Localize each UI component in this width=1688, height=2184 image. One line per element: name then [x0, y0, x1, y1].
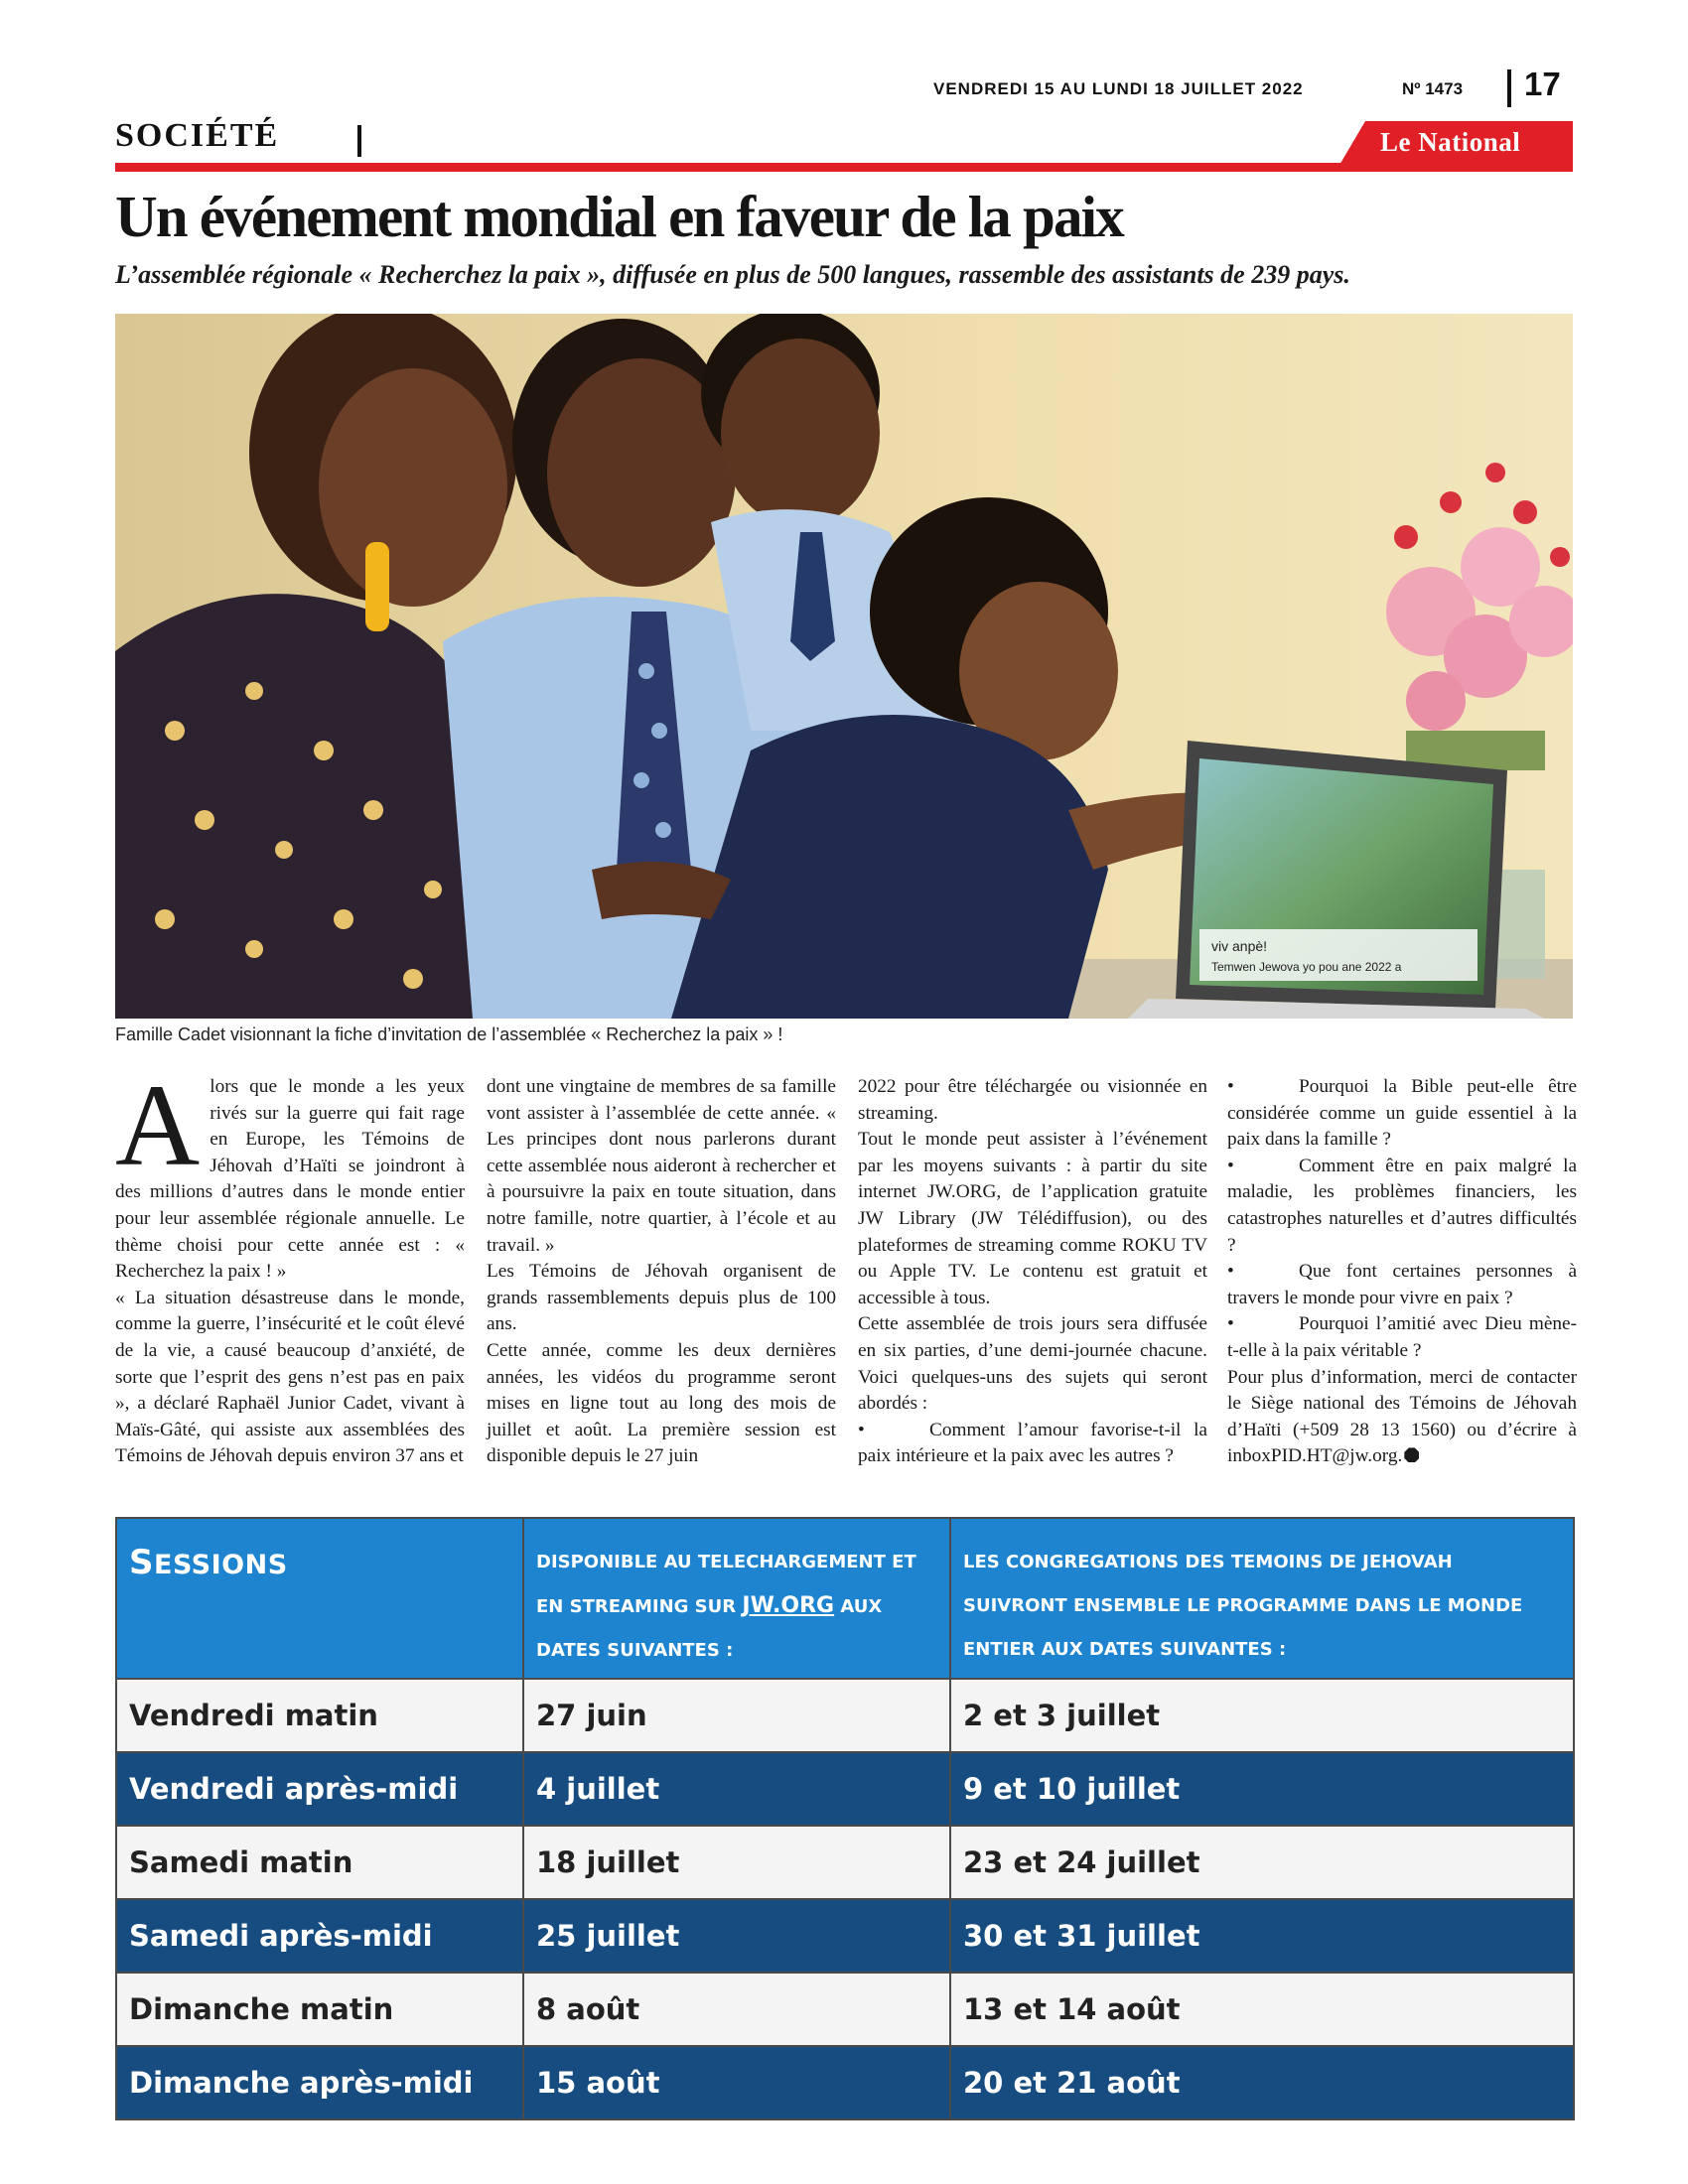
table-row	[116, 1826, 1574, 1899]
closing-paragraph	[1227, 1365, 1577, 1470]
article-paragraph: Cette année, comme les deux dernières années, les vidéos du programme seront mises en ligne tout au long des mois de juillet et août. La première session est disponible depuis le 27 juin	[487, 1339, 836, 1467]
brand-name: Le National	[1380, 127, 1521, 157]
paragraph-text: lors que le monde a les yeux rivés sur la guerre qui fait rage en Europe, les Témoins de Jéhovah d’Haïti se joindront à des millions d’autres dans le monde entier pour leur assemblée régionale annuelle. Le thème choisi pour cette année est : « Recherchez la paix ! »	[115, 1076, 465, 1283]
bullet-item	[1227, 1259, 1577, 1311]
session-name: Vendredi après-midi	[116, 1752, 523, 1826]
article-column-2	[487, 1074, 836, 1470]
issue-date	[933, 79, 1464, 99]
dropcap: A	[115, 1060, 201, 1190]
sessions-table	[115, 1517, 1575, 2120]
screen-text-1: viv anpè!	[1211, 938, 1268, 954]
session-name: Vendredi matin	[116, 1679, 523, 1752]
download-date: 8 août	[523, 1973, 950, 2046]
session-name: Dimanche matin	[116, 1973, 523, 2046]
article-deck: L’assemblée régionale « Recherchez la paix », diffusée en plus de 500 langues, rassemble des assistants de 239 pays.	[115, 260, 1350, 289]
bullet-symbol: •	[1227, 1076, 1234, 1097]
issue-number: Nº 1473	[1402, 79, 1464, 98]
section-divider	[357, 125, 361, 157]
header-sessions	[116, 1518, 523, 1679]
table-row	[116, 1679, 1574, 1752]
congregation-dates: 2 et 3 juillet	[950, 1679, 1574, 1752]
congregation-dates: 20 et 21 août	[950, 2046, 1574, 2119]
header-congregation-dates	[950, 1518, 1574, 1679]
download-date: 27 juin	[523, 1679, 950, 1752]
bullet-text: Comment l’amour favorise-t-il la paix intérieure et la paix avec les autres ?	[858, 1419, 1207, 1467]
issue-date-text: VENDREDI 15 AU LUNDI 18 JUILLET 2022	[933, 79, 1304, 98]
bullet-symbol: •	[1227, 1261, 1234, 1283]
end-mark-icon	[1404, 1447, 1419, 1462]
header-sessions-rest: ESSIONS	[154, 1550, 288, 1580]
bullet-symbol: •	[1227, 1155, 1234, 1176]
jw-org-link[interactable]: JW.ORG	[742, 1593, 835, 1618]
table-row	[116, 1899, 1574, 1973]
bullet-symbol: •	[1227, 1313, 1234, 1335]
header-download-dates	[523, 1518, 950, 1679]
bullet-text: Comment être en paix malgré la maladie, les problèmes financiers, les catastrophes naturelles et d’autres difficultés ?	[1227, 1155, 1577, 1256]
table-row	[116, 1752, 1574, 1826]
table-header-row	[116, 1518, 1574, 1679]
congregation-dates: 23 et 24 juillet	[950, 1826, 1574, 1899]
download-date: 18 juillet	[523, 1826, 950, 1899]
download-date: 4 juillet	[523, 1752, 950, 1826]
laptop	[1128, 741, 1545, 1019]
article-paragraph: 2022 pour être téléchargée ou visionnée en streaming.	[858, 1076, 1207, 1124]
article-column-1	[115, 1060, 465, 1470]
bullet-item	[858, 1418, 1207, 1470]
article-headline: Un événement mondial en faveur de la paix	[115, 184, 1123, 249]
family-photo-illustration	[115, 314, 1573, 1019]
article-column-4	[1227, 1074, 1577, 1470]
article-paragraph: dont une vingtaine de membres de sa famille vont assister à l’assemblée de cette année. « Les principes dont nous parlerons durant cette assemblée nous aideront à rechercher et à poursuivre la paix en toute situation, dans notre famille, notre quartier, à l’école et au travail. »	[487, 1076, 836, 1256]
page-number-divider	[1507, 69, 1511, 107]
article-paragraph: Cette assemblée de trois jours sera diffusée en six parties, d’une demi-journée chacune. Voici quelques-uns des sujets qui seront abordés :	[858, 1313, 1207, 1415]
congregation-dates: 9 et 10 juillet	[950, 1752, 1574, 1826]
article-paragraph	[115, 1060, 465, 1286]
bullet-text: Que font certaines personnes à travers le monde pour vivre en paix ?	[1227, 1261, 1577, 1308]
session-name: Samedi matin	[116, 1826, 523, 1899]
bullet-item	[1227, 1154, 1577, 1259]
bullet-item	[1227, 1074, 1577, 1154]
article-paragraph: Les Témoins de Jéhovah organisent de grands rassemblements depuis plus de 100 ans.	[487, 1261, 836, 1335]
bullet-item	[1227, 1311, 1577, 1364]
header-sessions-initial: S	[129, 1543, 154, 1582]
table-row	[116, 1973, 1574, 2046]
table-row	[116, 2046, 1574, 2119]
download-date: 15 août	[523, 2046, 950, 2119]
photo-caption: Famille Cadet visionnant la fiche d’invitation de l’assemblée « Recherchez la paix » !	[115, 1024, 783, 1044]
page-number: 17	[1524, 66, 1561, 102]
session-name: Samedi après-midi	[116, 1899, 523, 1973]
section-label: SOCIÉTÉ	[115, 117, 280, 154]
article-column-3	[858, 1074, 1207, 1470]
closing-text: Pour plus d’information, merci de contacter le Siège national des Témoins de Jéhovah d’Haïti (+509 28 13 1560) ou d’écrire à inboxPID.HT@jw.org.	[1227, 1366, 1577, 1467]
article-paragraph: « La situation désastreuse dans le monde, comme la guerre, l’insécurité et le coût élevé de la vie, a causé beaucoup d’anxiété, de sorte que l’esprit des gens n’est pas en paix », a déclaré Raphaël Junior Cadet, vivant à Maïs-Gâté, qui assiste aux assemblées des Témoins de Jéhovah depuis environ 37 ans et	[115, 1287, 465, 1467]
session-name: Dimanche après-midi	[116, 2046, 523, 2119]
congregation-dates: 13 et 14 août	[950, 1973, 1574, 2046]
header-download-text: DISPONIBLE AU TELECHARGEMENT ET EN STREAMING SUR	[536, 1552, 916, 1617]
article-paragraph: Tout le monde peut assister à l’événement par les moyens suivants : à partir du site internet JW.ORG, de l’application gratuite JW Library (JW Télédiffusion), ou des plateformes de streaming comme ROKU TV ou Apple TV. Le contenu est gratuit et accessible à tous.	[858, 1129, 1207, 1308]
article-photo	[115, 314, 1573, 1019]
bullet-text: Pourquoi la Bible peut-elle être considérée comme un guide essentiel à la paix dans la famille ?	[1227, 1076, 1577, 1151]
header-download-text-end: AUX DATES SUIVANTES :	[536, 1596, 883, 1661]
header-congregation-text: LES CONGREGATIONS DES TEMOINS DE JEHOVAH SUIVRONT ENSEMBLE LE PROGRAMME DANS LE MONDE ENTIER AUX DATES SUIVANTES :	[963, 1552, 1523, 1660]
download-date: 25 juillet	[523, 1899, 950, 1973]
screen-text-2: Temwen Jewova yo pou ane 2022 a	[1211, 960, 1402, 974]
congregation-dates: 30 et 31 juillet	[950, 1899, 1574, 1973]
bullet-text: Pourquoi l’amitié avec Dieu mène-t-elle à la paix véritable ?	[1227, 1313, 1577, 1361]
bullet-symbol: •	[858, 1419, 865, 1440]
